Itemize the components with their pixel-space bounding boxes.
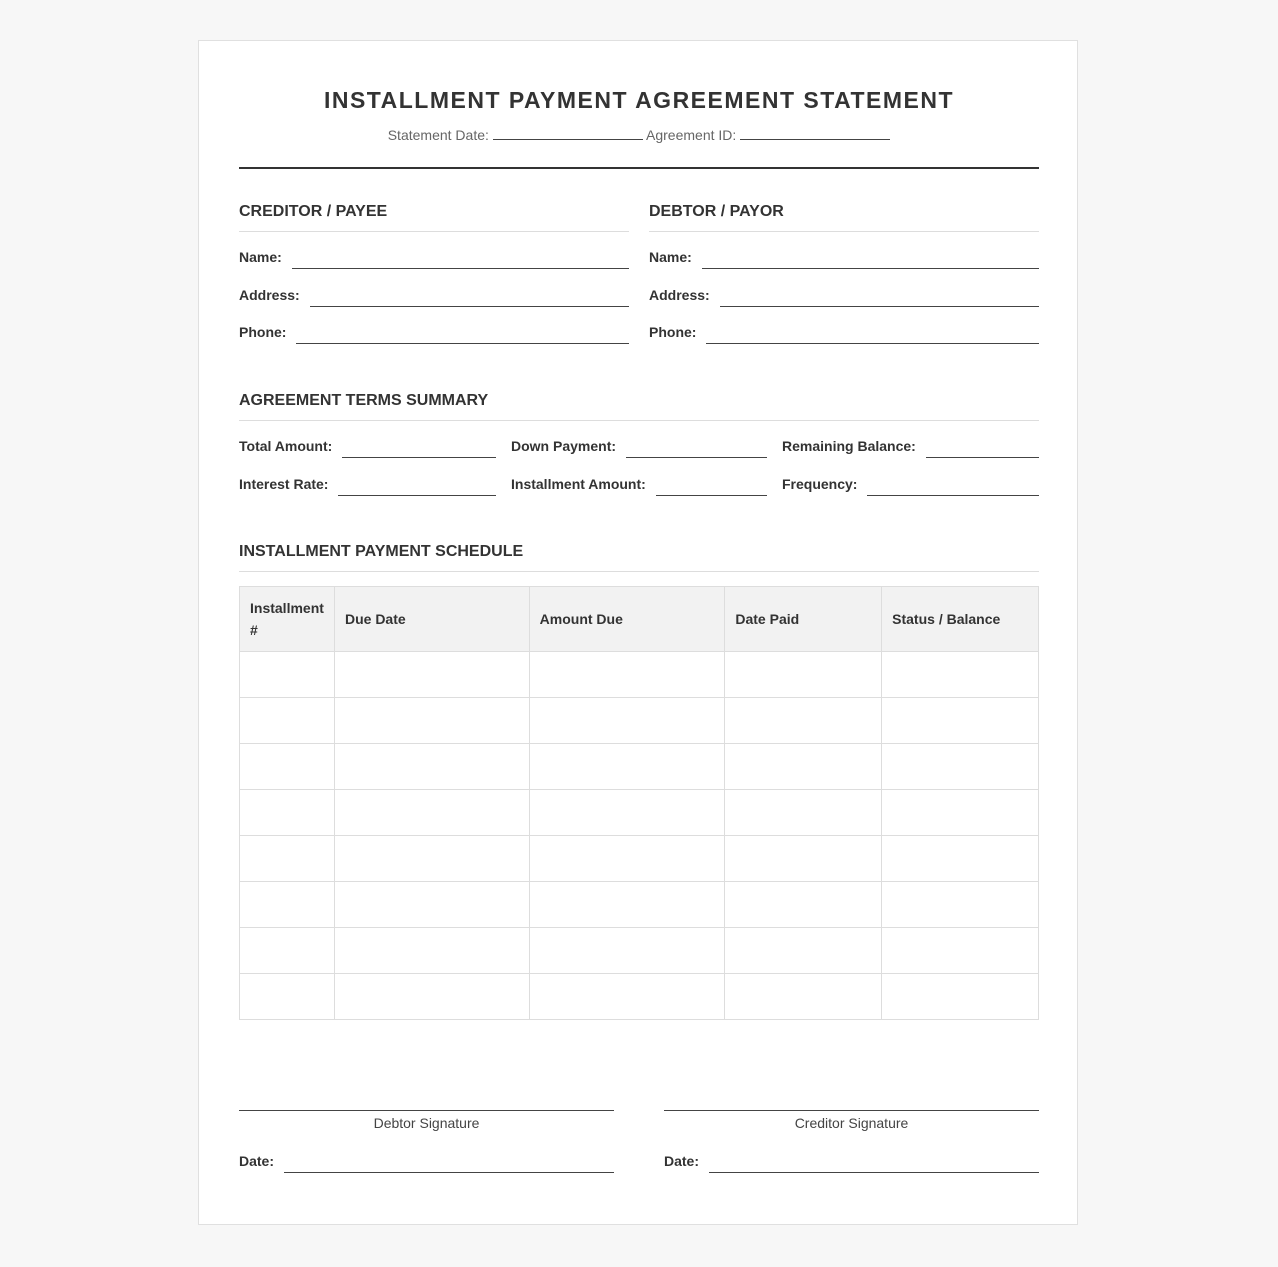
- frequency-label: Frequency:: [782, 476, 858, 492]
- table-cell[interactable]: [240, 928, 335, 974]
- schedule-heading: INSTALLMENT PAYMENT SCHEDULE: [239, 543, 1039, 572]
- table-cell[interactable]: [882, 882, 1039, 928]
- table-cell[interactable]: [725, 698, 882, 744]
- creditor-address-input[interactable]: [310, 286, 629, 307]
- table-row: [240, 882, 1039, 928]
- debtor-address-label: Address:: [649, 287, 710, 303]
- installment-amount-input[interactable]: [656, 475, 767, 496]
- interest-rate-label: Interest Rate:: [239, 476, 329, 492]
- remaining-balance-input[interactable]: [926, 437, 1039, 458]
- debtor-address-field: [649, 286, 1039, 307]
- table-cell[interactable]: [725, 652, 882, 698]
- table-cell[interactable]: [882, 790, 1039, 836]
- creditor-signature-line[interactable]: [664, 1110, 1039, 1111]
- table-cell[interactable]: [240, 652, 335, 698]
- table-cell[interactable]: [529, 836, 725, 882]
- table-cell[interactable]: [529, 974, 725, 1020]
- document-title: INSTALLMENT PAYMENT AGREEMENT STATEMENT: [323, 87, 955, 113]
- column-header-due-date: Due Date: [334, 587, 529, 652]
- table-cell[interactable]: [240, 882, 335, 928]
- column-header-status-balance: Status / Balance: [882, 587, 1039, 652]
- statement-date-field[interactable]: [493, 127, 643, 140]
- table-cell[interactable]: [334, 836, 529, 882]
- total-amount-input[interactable]: [342, 437, 496, 458]
- table-cell[interactable]: [882, 744, 1039, 790]
- table-cell[interactable]: [725, 882, 882, 928]
- frequency-field: [782, 475, 1039, 496]
- table-cell[interactable]: [334, 744, 529, 790]
- table-row: [240, 744, 1039, 790]
- debtor-phone-label: Phone:: [649, 324, 697, 340]
- column-header-installment: Installment #: [240, 587, 335, 652]
- installment-amount-field: [511, 475, 767, 496]
- table-row: [240, 652, 1039, 698]
- table-cell[interactable]: [240, 790, 335, 836]
- debtor-heading: DEBTOR / PAYOR: [649, 203, 1039, 232]
- table-row: [240, 790, 1039, 836]
- debtor-date-input[interactable]: [284, 1152, 614, 1173]
- creditor-address-field: [239, 286, 629, 307]
- table-cell[interactable]: [529, 790, 725, 836]
- statement-date-label: Statement Date:: [387, 127, 489, 143]
- schedule-body: [240, 652, 1039, 1020]
- payment-schedule-table: [239, 586, 1039, 1020]
- debtor-name-input[interactable]: [702, 248, 1039, 269]
- table-cell[interactable]: [240, 974, 335, 1020]
- debtor-name-field: [649, 248, 1039, 269]
- table-cell[interactable]: [882, 652, 1039, 698]
- table-cell[interactable]: [240, 836, 335, 882]
- creditor-address-label: Address:: [239, 287, 300, 303]
- table-header-row: [240, 587, 1039, 652]
- debtor-signature-line[interactable]: [239, 1110, 614, 1111]
- total-amount-label: Total Amount:: [239, 438, 333, 454]
- table-cell[interactable]: [334, 882, 529, 928]
- table-row: [240, 928, 1039, 974]
- table-cell[interactable]: [334, 698, 529, 744]
- down-payment-input[interactable]: [626, 437, 767, 458]
- table-cell[interactable]: [529, 652, 725, 698]
- document-page: [198, 40, 1078, 1225]
- table-cell[interactable]: [334, 790, 529, 836]
- creditor-date-input[interactable]: [709, 1152, 1039, 1173]
- table-cell[interactable]: [725, 836, 882, 882]
- creditor-phone-label: Phone:: [239, 324, 287, 340]
- statement-meta: [239, 127, 1039, 143]
- frequency-input[interactable]: [867, 475, 1039, 496]
- table-row: [240, 698, 1039, 744]
- column-header-date-paid: Date Paid: [725, 587, 882, 652]
- table-cell[interactable]: [882, 928, 1039, 974]
- table-cell[interactable]: [529, 882, 725, 928]
- table-cell[interactable]: [334, 974, 529, 1020]
- debtor-address-input[interactable]: [720, 286, 1039, 307]
- table-cell[interactable]: [240, 744, 335, 790]
- column-header-amount-due: Amount Due: [529, 587, 725, 652]
- table-cell[interactable]: [882, 836, 1039, 882]
- table-cell[interactable]: [725, 974, 882, 1020]
- debtor-name-label: Name:: [649, 249, 692, 265]
- interest-rate-input[interactable]: [338, 475, 496, 496]
- creditor-date-field: [664, 1152, 1039, 1173]
- creditor-name-label: Name:: [239, 249, 282, 265]
- agreement-id-label: Agreement ID:: [646, 127, 737, 143]
- creditor-name-input[interactable]: [292, 248, 629, 269]
- creditor-date-label: Date:: [664, 1153, 700, 1169]
- total-amount-field: [239, 437, 496, 458]
- creditor-name-field: [239, 248, 629, 269]
- terms-heading: AGREEMENT TERMS SUMMARY: [239, 392, 1039, 421]
- table-cell[interactable]: [334, 652, 529, 698]
- table-row: [240, 836, 1039, 882]
- debtor-signature-label: Debtor Signature: [373, 1115, 480, 1131]
- table-cell[interactable]: [529, 698, 725, 744]
- creditor-signature-label: Creditor Signature: [794, 1115, 909, 1131]
- debtor-phone-field: [649, 323, 1039, 344]
- table-cell[interactable]: [725, 928, 882, 974]
- debtor-date-field: [239, 1152, 614, 1173]
- down-payment-label: Down Payment:: [511, 438, 617, 454]
- debtor-phone-input[interactable]: [706, 323, 1039, 344]
- down-payment-field: [511, 437, 767, 458]
- remaining-balance-label: Remaining Balance:: [782, 438, 916, 454]
- debtor-date-label: Date:: [239, 1153, 275, 1169]
- table-cell[interactable]: [240, 698, 335, 744]
- creditor-phone-field: [239, 323, 629, 344]
- creditor-heading: CREDITOR / PAYEE: [239, 203, 629, 232]
- table-cell[interactable]: [725, 790, 882, 836]
- table-cell[interactable]: [529, 744, 725, 790]
- table-cell[interactable]: [334, 928, 529, 974]
- agreement-id-field[interactable]: [740, 127, 890, 140]
- table-cell[interactable]: [725, 744, 882, 790]
- table-cell[interactable]: [882, 974, 1039, 1020]
- title-divider: [239, 167, 1039, 169]
- creditor-phone-input[interactable]: [296, 323, 629, 344]
- installment-amount-label: Installment Amount:: [511, 476, 646, 492]
- interest-rate-field: [239, 475, 496, 496]
- table-cell[interactable]: [529, 928, 725, 974]
- table-row: [240, 974, 1039, 1020]
- remaining-balance-field: [782, 437, 1039, 458]
- table-cell[interactable]: [882, 698, 1039, 744]
